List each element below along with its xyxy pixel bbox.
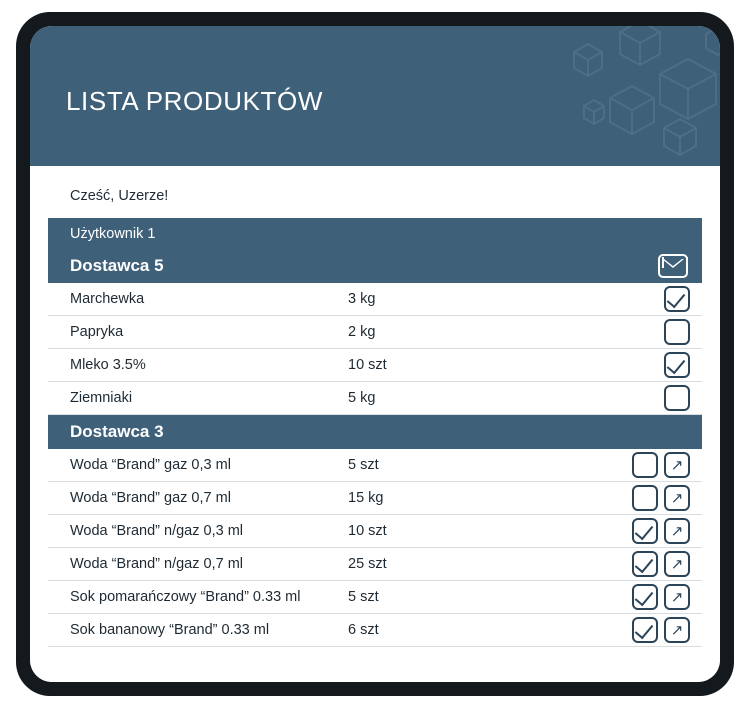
arrow-up-right-icon[interactable]: ↗ xyxy=(664,551,690,577)
table-row[interactable] xyxy=(48,548,702,581)
product-qty: 3 kg xyxy=(348,291,376,307)
device-frame xyxy=(16,12,734,696)
table-row[interactable] xyxy=(48,515,702,548)
product-name: Papryka xyxy=(70,324,124,340)
supplier-header-0[interactable] xyxy=(48,249,702,283)
product-name: Sok bananowy “Brand” 0.33 ml xyxy=(70,622,270,638)
envelope-icon[interactable] xyxy=(658,254,688,278)
row-checkbox[interactable] xyxy=(632,518,658,544)
user-bar xyxy=(48,218,702,249)
supplier-label-1: Dostawca 3 xyxy=(70,422,164,441)
row-checkbox[interactable] xyxy=(632,452,658,478)
row-checkbox[interactable] xyxy=(664,385,690,411)
row-actions xyxy=(664,385,702,411)
row-checkbox[interactable] xyxy=(632,551,658,577)
table-row[interactable] xyxy=(48,449,702,482)
table-row[interactable] xyxy=(48,581,702,614)
row-checkbox[interactable] xyxy=(632,485,658,511)
product-name: Mleko 3.5% xyxy=(70,357,146,373)
product-name: Woda “Brand” n/gaz 0,7 ml xyxy=(70,556,244,572)
table-row[interactable] xyxy=(48,283,702,316)
supplier-label-0: Dostawca 5 xyxy=(70,256,164,275)
arrow-up-right-icon[interactable]: ↗ xyxy=(664,617,690,643)
row-actions xyxy=(632,485,702,511)
page-title: LISTA PRODUKTÓW xyxy=(66,86,323,116)
table-row[interactable] xyxy=(48,614,702,647)
product-name: Woda “Brand” gaz 0,7 ml xyxy=(70,490,231,506)
product-name: Woda “Brand” n/gaz 0,3 ml xyxy=(70,523,244,539)
row-actions xyxy=(632,551,702,577)
product-qty: 10 szt xyxy=(348,357,387,373)
row-actions xyxy=(664,319,702,345)
page-header xyxy=(30,26,720,166)
product-qty: 25 szt xyxy=(348,556,387,572)
row-actions xyxy=(632,518,702,544)
user-bar-label: Użytkownik 1 xyxy=(70,225,156,242)
product-qty: 6 szt xyxy=(348,622,379,638)
arrow-up-right-icon[interactable]: ↗ xyxy=(664,485,690,511)
greeting-text: Cześć, Uzerze! xyxy=(70,188,169,204)
product-qty: 5 szt xyxy=(348,589,379,605)
arrow-up-right-icon[interactable]: ↗ xyxy=(664,584,690,610)
page-body xyxy=(30,166,720,682)
row-checkbox[interactable] xyxy=(632,617,658,643)
row-actions xyxy=(632,617,702,643)
product-name: Ziemniaki xyxy=(70,390,133,406)
row-checkbox[interactable] xyxy=(664,352,690,378)
arrow-up-right-icon[interactable]: ↗ xyxy=(664,452,690,478)
table-row[interactable] xyxy=(48,382,702,415)
table-row[interactable] xyxy=(48,349,702,382)
arrow-up-right-icon[interactable]: ↗ xyxy=(664,518,690,544)
supplier-header-1[interactable] xyxy=(48,415,702,449)
product-name: Woda “Brand” gaz 0,3 ml xyxy=(70,457,231,473)
product-qty: 10 szt xyxy=(348,523,387,539)
table-row[interactable] xyxy=(48,316,702,349)
row-actions xyxy=(632,584,702,610)
row-checkbox[interactable] xyxy=(664,286,690,312)
product-name: Sok pomarańczowy “Brand” 0.33 ml xyxy=(70,589,301,605)
row-checkbox[interactable] xyxy=(632,584,658,610)
product-qty: 15 kg xyxy=(348,490,384,506)
envelope-flap xyxy=(662,259,684,268)
table-row[interactable] xyxy=(48,482,702,515)
row-checkbox[interactable] xyxy=(664,319,690,345)
row-actions xyxy=(632,452,702,478)
boxes-icon xyxy=(424,26,720,166)
device-screen xyxy=(30,26,720,682)
bottom-spacer xyxy=(48,647,702,682)
product-qty: 2 kg xyxy=(348,324,376,340)
row-actions xyxy=(664,352,702,378)
row-actions xyxy=(664,286,702,312)
product-qty: 5 szt xyxy=(348,457,379,473)
product-qty: 5 kg xyxy=(348,390,376,406)
product-name: Marchewka xyxy=(70,291,145,307)
